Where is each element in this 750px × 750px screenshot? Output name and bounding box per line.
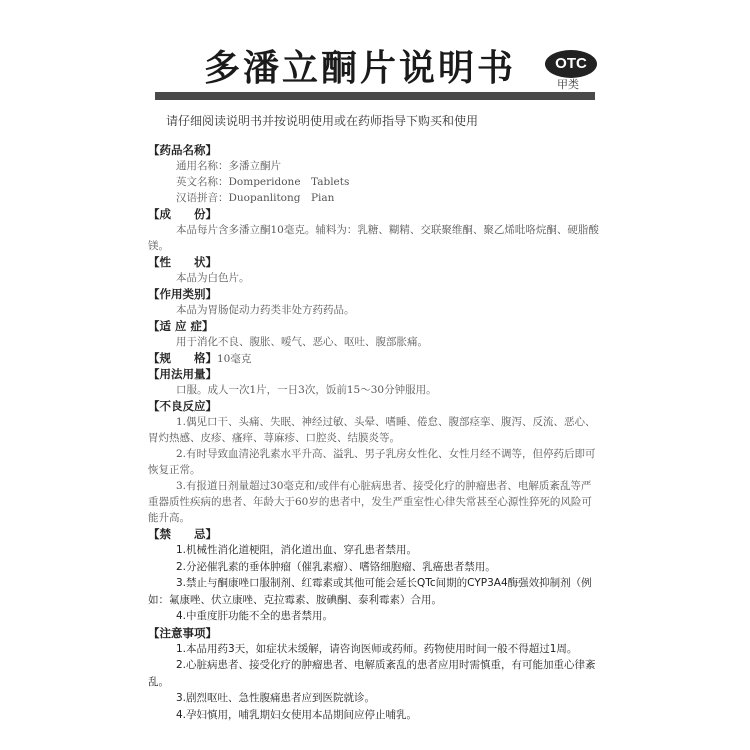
list-item: 1.机械性消化道梗阻，消化道出血、穿孔患者禁用。 — [176, 544, 418, 556]
section-composition — [148, 206, 600, 254]
list-item: 4.孕妇慎用，哺乳期妇女使用本品期间应停止哺乳。 — [176, 708, 418, 721]
section-heading: 【药品名称】 — [148, 143, 217, 157]
section-heading: 【成 份】 — [148, 207, 217, 221]
appearance-text: 本品为白色片。 — [176, 272, 250, 284]
section-heading: 【适 应 症】 — [148, 319, 214, 333]
generic-name: 通用名称：多潘立酮片 — [176, 160, 281, 172]
section-heading: 【作用类别】 — [148, 287, 217, 301]
title-divider — [155, 92, 595, 100]
composition-text: 本品每片含多潘立酮10毫克。辅料为：乳糖、糊精、交联聚维酮、聚乙烯吡咯烷酮、硬脂酸镁。 — [148, 224, 599, 252]
section-indications — [148, 318, 600, 350]
list-item: 3.禁止与酮康唑口服制剂、红霉素或其他可能会延长QTc间期的CYP3A4酶强效抑制剂（例如：氟康唑、伏立康唑、克拉霉素、胺碘酮、泰利霉素）合用。 — [148, 577, 592, 606]
section-heading: 【注意事项】 — [148, 625, 217, 640]
dosage-text: 口服。成人一次1片，一日3次，饭前15～30分钟服用。 — [176, 384, 437, 396]
list-item: 1.偶见口干、头痛、失眠、神经过敏、头晕、嗜睡、倦怠、腹部痉挛、腹泻、反流、恶心、胃灼热感、皮疹、瘙痒、荨麻疹、口腔炎、结膜炎等。 — [148, 416, 596, 444]
otc-badge: OTC — [545, 50, 597, 78]
list-item: 4.中重度肝功能不全的患者禁用。 — [176, 610, 334, 622]
section-contraindications — [148, 526, 600, 625]
usage-notice: 请仔细阅读说明书并按说明使用或在药师指导下购买和使用 — [166, 114, 479, 128]
section-heading: 【规 格】 — [148, 351, 217, 365]
otc-class-label: 甲类 — [557, 78, 579, 91]
list-item: 2.分泌催乳素的垂体肿瘤（催乳素瘤）、嗜铬细胞瘤、乳癌患者禁用。 — [176, 560, 496, 573]
section-dosage — [148, 366, 600, 398]
section-category — [148, 286, 600, 318]
english-name: 英文名称：Domperidone Tablets — [176, 176, 350, 188]
pinyin-name: 汉语拼音：Duopanlitong Pian — [176, 192, 335, 204]
list-item: 3.剧烈呕吐、急性腹痛患者应到医院就诊。 — [176, 692, 376, 704]
section-spec — [148, 350, 600, 366]
list-item: 1.本品用药3天，如症状未缓解，请咨询医师或药师。药物使用时间一般不得超过1周。 — [176, 642, 578, 655]
list-item: 2.心脏病患者、接受化疗的肿瘤患者、电解质紊乱的患者应用时需慎重，有可能加重心律紊乱。 — [148, 659, 596, 688]
list-item: 2.有时导致血清泌乳素水平升高、溢乳、男子乳房女性化、女性月经不调等，但停药后即可恢复正常。 — [148, 448, 596, 476]
list-item: 3.有报道日剂量超过30毫克和/或伴有心脏病患者、接受化疗的肿瘤患者、电解质紊乱等严重器质性疾病的患者、年龄大于60岁的患者中，发生严重室性心律失常甚至心源性猝死的风险可能升高。 — [148, 480, 592, 524]
spec-row — [148, 350, 600, 366]
document-title: 多潘立酮片说明书 — [204, 47, 517, 89]
section-heading: 【禁 忌】 — [148, 527, 217, 541]
section-drug-name — [148, 142, 600, 206]
spec-text: 10毫克 — [217, 353, 252, 365]
leaflet-body — [148, 142, 600, 723]
section-appearance — [148, 254, 600, 286]
indications-text: 用于消化不良、腹胀、嗳气、恶心、呕吐、腹部胀痛。 — [176, 336, 428, 348]
section-heading: 【不良反应】 — [148, 399, 217, 413]
category-text: 本品为胃肠促动力药类非处方药药品。 — [176, 304, 355, 316]
section-adverse-reactions — [148, 398, 600, 526]
section-heading: 【性 状】 — [148, 255, 217, 269]
section-heading: 【用法用量】 — [148, 367, 217, 381]
section-precautions — [148, 625, 600, 724]
